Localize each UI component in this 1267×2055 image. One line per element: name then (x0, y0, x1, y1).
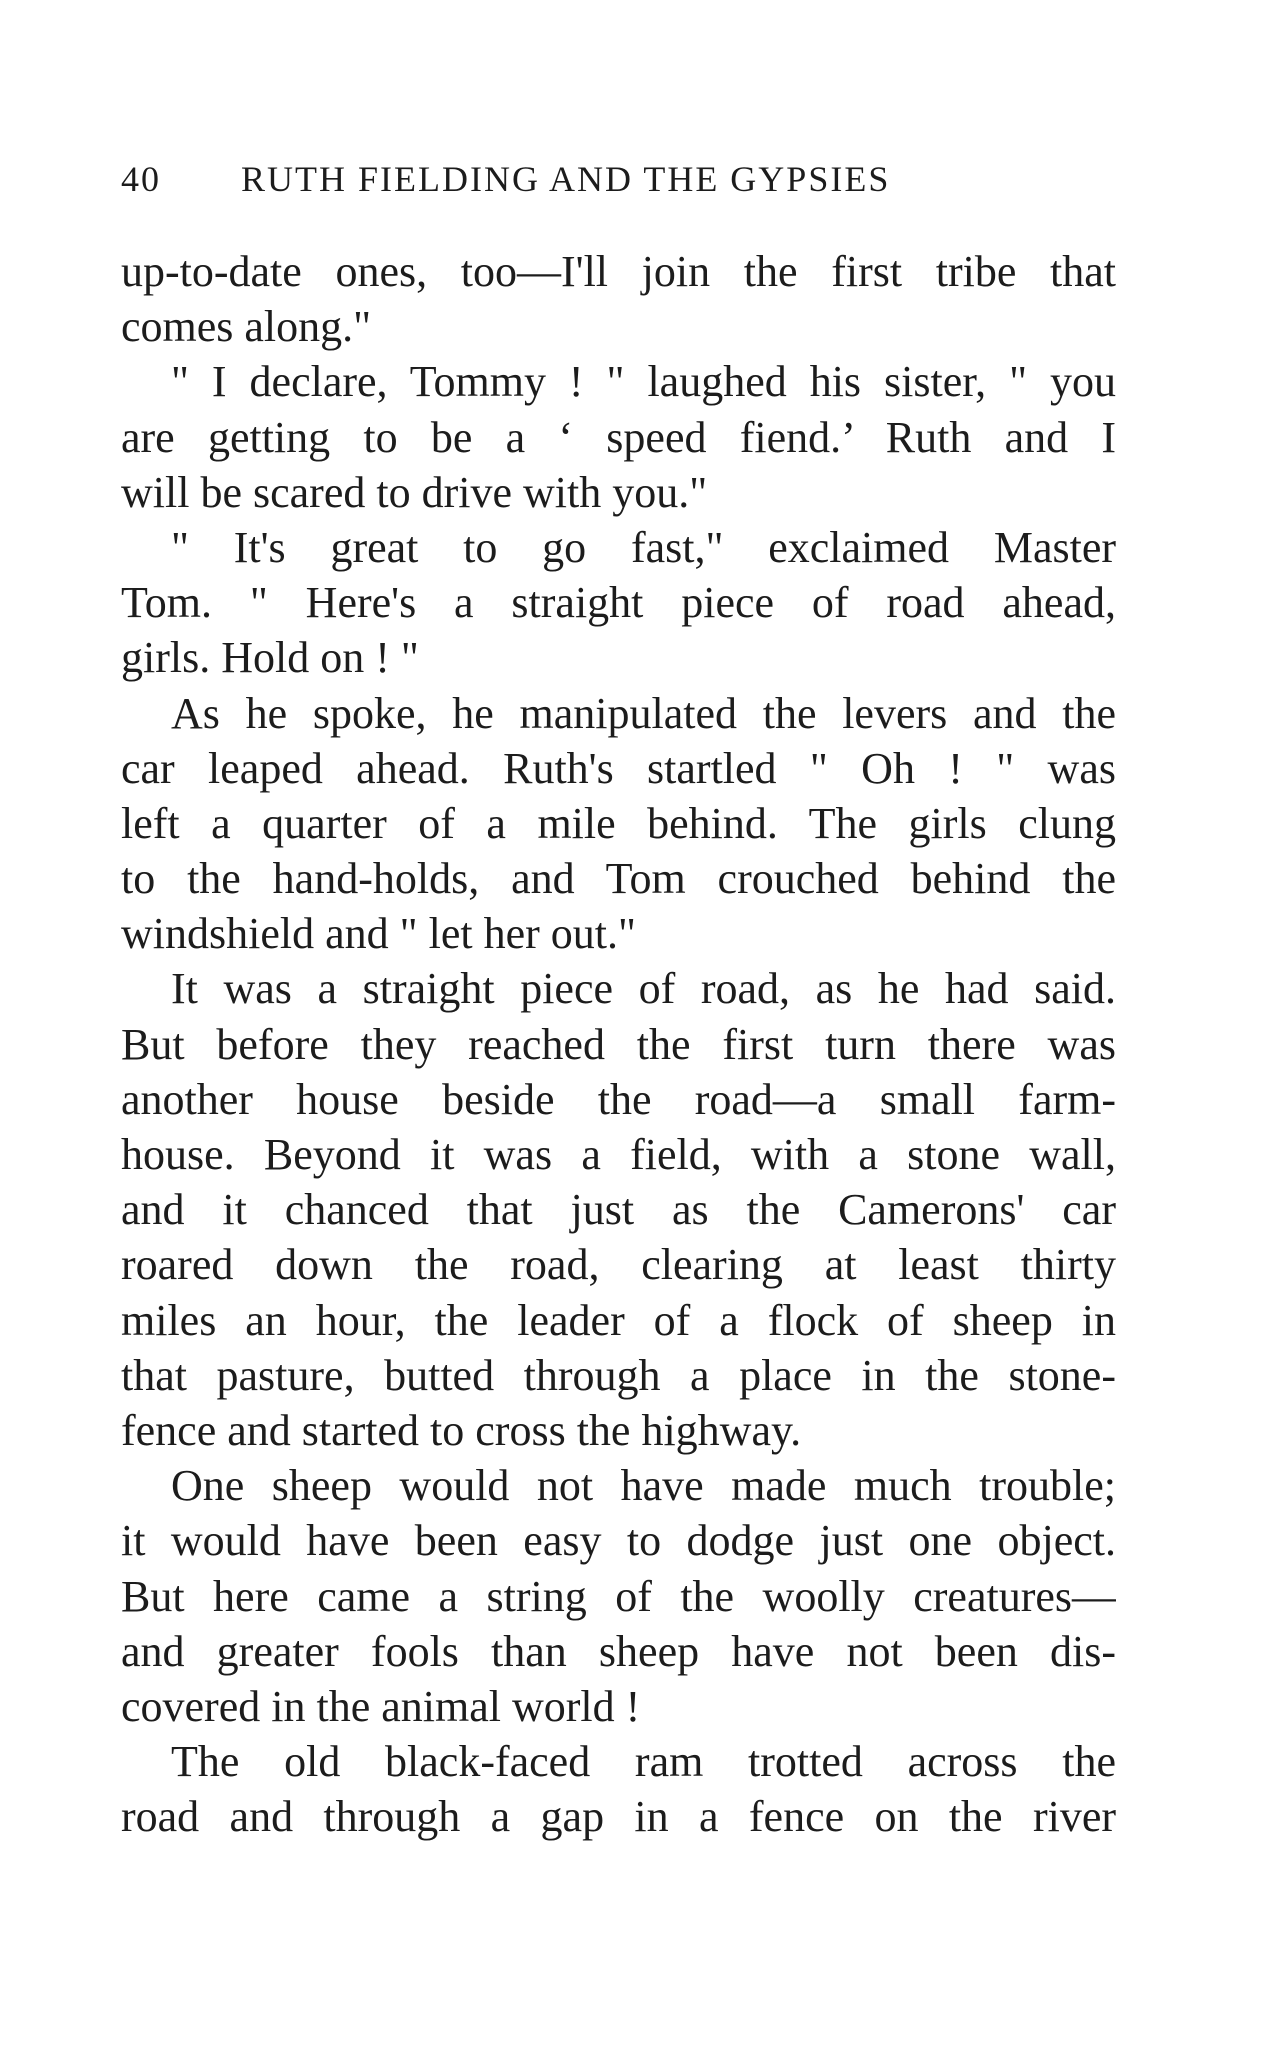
text-line: and it chanced that just as the Camerons' car (121, 1185, 1116, 1235)
text-line: miles an hour, the leader of a flock of sheep in (121, 1295, 1116, 1345)
text-line: roared down the road, clearing at least thirty (121, 1240, 1116, 1290)
text-line: that pasture, butted through a place in the stone- (121, 1350, 1116, 1400)
text-line: It was a straight piece of road, as he had said. (171, 964, 1116, 1014)
text-line: comes along." (121, 302, 372, 352)
text-line: The old black-faced ram trotted across the (171, 1737, 1116, 1787)
text-line: up-to-date ones, too—I'll join the first tribe that (121, 247, 1116, 296)
text-line: " It's great to go fast," exclaimed Master (171, 522, 1116, 572)
body-text (121, 244, 1116, 1844)
text-line: and greater fools than sheep have not been dis- (121, 1626, 1116, 1676)
page-number: 40 (121, 159, 161, 199)
text-line: One sheep would not have made much trouble; (171, 1461, 1116, 1511)
text-line: road and through a gap in a fence on the river (121, 1792, 1116, 1842)
book-title: RUTH FIELDING AND THE GYPSIES (241, 159, 891, 199)
text-line: covered in the animal world ! (121, 1681, 641, 1731)
text-line: another house beside the road—a small farm- (121, 1074, 1116, 1124)
text-line: But before they reached the first turn there was (121, 1019, 1116, 1069)
text-line: it would have been easy to dodge just one object. (121, 1516, 1116, 1566)
text-line: fence and started to cross the highway. (121, 1405, 802, 1455)
text-line: girls. Hold on ! " (121, 633, 419, 683)
text-line: house. Beyond it was a field, with a stone wall, (121, 1130, 1116, 1179)
text-line: As he spoke, he manipulated the levers and the (171, 688, 1116, 738)
text-line: to the hand-holds, and Tom crouched behind the (121, 854, 1116, 904)
text-line: left a quarter of a mile behind. The girls clung (121, 798, 1116, 848)
text-line: But here came a string of the woolly creatures— (121, 1571, 1116, 1621)
text-line: windshield and " let her out." (121, 909, 636, 959)
running-head (121, 158, 1121, 202)
text-line: will be scared to drive with you." (121, 467, 708, 517)
text-line: are getting to be a ‘ speed fiend.’ Ruth and I (121, 412, 1116, 462)
text-line: Tom. " Here's a straight piece of road ahead, (121, 578, 1116, 628)
text-line: " I declare, Tommy ! " laughed his sister, " you (171, 357, 1116, 407)
text-line: car leaped ahead. Ruth's startled " Oh ! " was (121, 743, 1116, 793)
